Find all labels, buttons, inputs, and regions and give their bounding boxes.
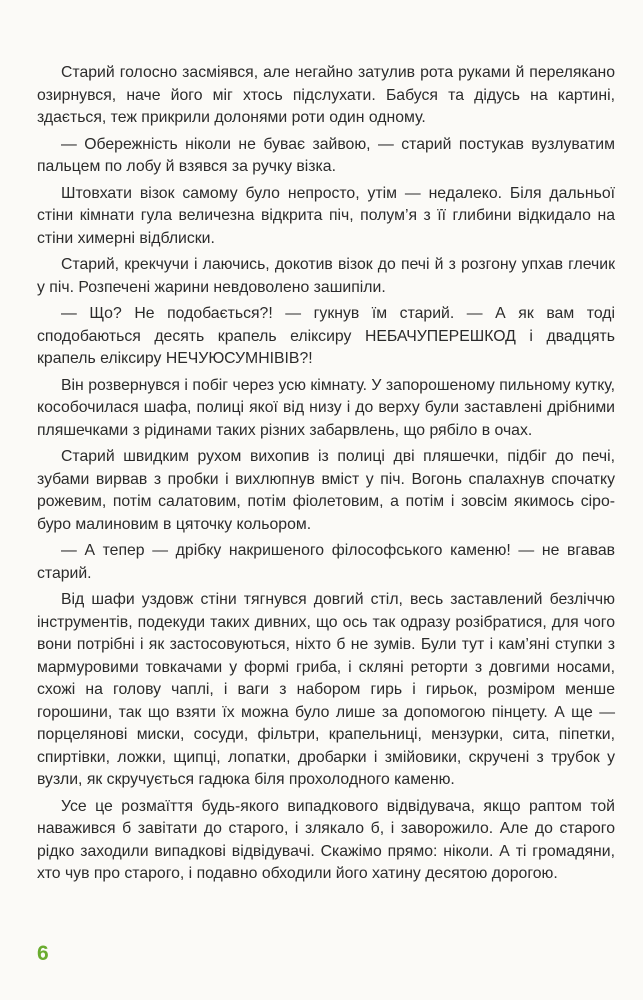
paragraph: Від шафи уздовж стіни тягнувся довгий стіл, весь заставлений безліччю інструментів, подекуди таких дивних, що ось так одразу розібратися, для чого вони потрібні і як застосовуються, ніхто б не зумів. Були тут і кам’яні ступки з мармуровими товкачами у формі гриба, і скляні реторти з довгими носами, схожі на голову чаплі, і ваги з набором гирь і гирьок, розміром менше горошини, так що взяти їх можна було лише за допомогою пінцету. А ще — порцелянові миски, сосуди, фільтри, крапельниці, мензурки, сита, піпетки, спиртівки, ложки, щипці, лопатки, дробарки і змійовики, скручені з трубок у вузли, як скручується гадюка біля прохолодного каменю. xyxy=(37,591,615,788)
page-text xyxy=(37,62,615,890)
paragraph: Усе це розмаїття будь-якого випадкового відвідувача, якщо раптом той наважився б завітати до старого, і злякало б, і заворожило. Але до старого рідко заходили випадкові відвідувачі. Скажімо прямо: ніколи. А ті громадяни, хто чув про старого, і подавно обходили його хатину десятою дорогою. xyxy=(37,797,615,882)
paragraph: — А тепер — дрібку накришеного філософського каменю! — не вгавав старий. xyxy=(37,542,615,582)
page-number: 6 xyxy=(37,942,49,965)
paragraph: Штовхати візок самому було непросто, утім — недалеко. Біля дальньої стіни кімнати гула величезна відкрита піч, полум’я з її глибини відкидало на стіни химерні відблиски. xyxy=(37,184,615,247)
paragraph: — Обережність ніколи не буває зайвою, — старий постукав вузлуватим пальцем по лобу й взявся за ручку візка. xyxy=(37,135,615,175)
paragraph: Старий швидким рухом вихопив із полиці дві пляшечки, підбіг до печі, зубами вирвав з пробки і вихлюпнув вміст у піч. Вогонь спалахнув спочатку рожевим, потім салатовим, потім фіолетовим, а потім і зовсім якимось сіро-буро малиновим в цяточку кольором. xyxy=(37,448,615,533)
paragraph: Старий голосно засміявся, але негайно затулив рота руками й перелякано озирнувся, наче його міг хтось підслухати. Бабуся та дідусь на картині, здається, теж прикрили долонями роти один одному. xyxy=(37,64,615,126)
paragraph: — Що? Не подобається?! — гукнув їм старий. — А як вам тоді сподобаються десять крапель еліксиру НЕБАЧУПЕРЕШКОД і двадцять крапель еліксиру НЕЧУЮСУМНІВІВ?! xyxy=(37,305,615,367)
paragraph: Старий, крекчучи і лаючись, докотив візок до печі й з розгону упхав глечик у піч. Розпечені жарини невдоволено зашипіли. xyxy=(37,256,615,296)
paragraph: Він розвернувся і побіг через усю кімнату. У запорошеному пильному кутку, кособочилася шафа, полиці якої від низу і до верху були заставлені дрібними пляшечками з рідинами таких різних забарвлень, що рябіло в очах. xyxy=(37,376,615,439)
